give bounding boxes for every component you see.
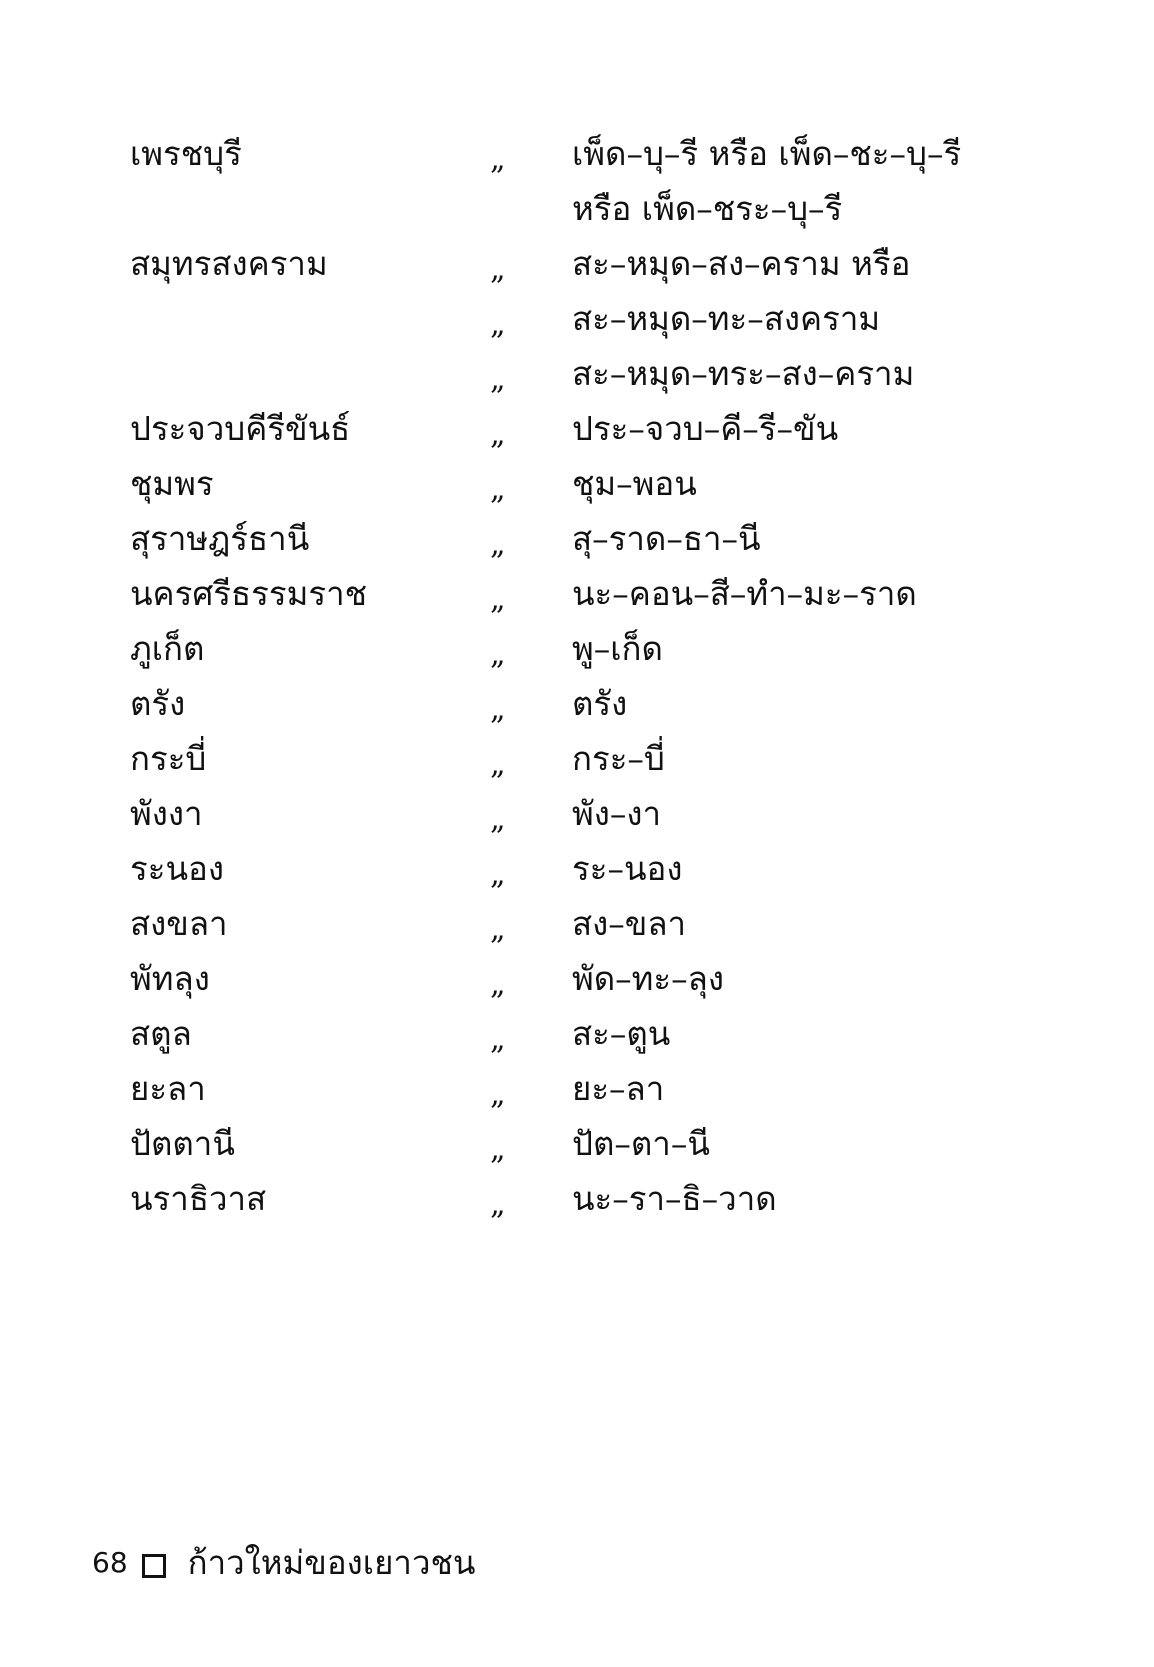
ditto-mark: „ (490, 857, 506, 892)
entry-row (0, 1006, 1154, 1062)
pronunciation: หรือ เพ็ด–ชระ–บุ–รี (572, 189, 843, 228)
province-name: ปัตตานี (130, 1124, 235, 1163)
entry-row (0, 621, 1154, 677)
entry-row (0, 236, 1154, 292)
entry-row (0, 291, 1154, 347)
pronunciation: พู–เก็ด (572, 629, 663, 668)
ditto-mark: „ (490, 802, 506, 837)
entry-row (0, 1061, 1154, 1117)
ditto-mark: „ (490, 362, 506, 397)
ditto-mark: „ (490, 527, 506, 562)
province-name: พัทลุง (130, 959, 210, 998)
ditto-mark: „ (490, 472, 506, 507)
ditto-mark: „ (490, 142, 506, 177)
province-name: กระบี่ (130, 739, 207, 778)
entry-row (0, 896, 1154, 952)
ditto-mark: „ (490, 252, 506, 287)
ditto-mark: „ (490, 582, 506, 617)
province-name: ตรัง (130, 684, 186, 723)
province-name: สตูล (130, 1014, 192, 1053)
ditto-mark: „ (490, 912, 506, 947)
pronunciation: ประ–จวบ–คี–รี–ขัน (572, 409, 839, 448)
province-name: นราธิวาส (130, 1179, 267, 1218)
pronunciation: พัด–ทะ–ลุง (572, 959, 724, 998)
entry-row (0, 346, 1154, 402)
pronunciation: ชุม–พอน (572, 464, 697, 503)
pronunciation: เพ็ด–บุ–รี หรือ เพ็ด–ชะ–บุ–รี (572, 134, 962, 173)
entry-row (0, 456, 1154, 512)
ditto-mark: „ (490, 1022, 506, 1057)
pronunciation: สะ–ตูน (572, 1014, 671, 1053)
province-name: ยะลา (130, 1069, 206, 1108)
ditto-mark: „ (490, 1187, 506, 1222)
entry-row (0, 951, 1154, 1007)
ditto-mark: „ (490, 747, 506, 782)
entry-row (0, 1171, 1154, 1227)
pronunciation: นะ–รา–ธิ–วาด (572, 1179, 777, 1218)
province-name: สมุทรสงคราม (130, 244, 328, 283)
entry-row (0, 786, 1154, 842)
province-name: สงขลา (130, 904, 228, 943)
ditto-mark: „ (490, 307, 506, 342)
ditto-mark: „ (490, 417, 506, 452)
entry-row (0, 181, 1154, 237)
page-number: 68 (92, 1546, 128, 1579)
ditto-mark: „ (490, 1132, 506, 1167)
ditto-mark: „ (490, 967, 506, 1002)
province-name: สุราษฎร์ธานี (130, 519, 310, 558)
pronunciation: นะ–คอน–สี–ทำ–มะ–ราด (572, 574, 917, 613)
ditto-mark: „ (490, 692, 506, 727)
entry-row (0, 841, 1154, 897)
province-name: ประจวบคีรีขันธ์ (130, 409, 351, 448)
ditto-mark: „ (490, 637, 506, 672)
province-name: ระนอง (130, 849, 224, 888)
pronunciation: สง–ขลา (572, 904, 687, 943)
pronunciation: ปัต–ตา–นี (572, 1124, 710, 1163)
entry-row (0, 401, 1154, 457)
entry-row (0, 566, 1154, 622)
province-name: ภูเก็ต (130, 629, 205, 668)
pronunciation: สุ–ราด–ธา–นี (572, 519, 761, 558)
province-name: เพรชบุรี (130, 134, 242, 173)
pronunciation: กระ–บี่ (572, 739, 665, 778)
province-name: ชุมพร (130, 464, 214, 503)
ditto-mark: „ (490, 1077, 506, 1112)
entry-row (0, 1116, 1154, 1172)
page-footer (92, 1538, 475, 1588)
pronunciation: ยะ–ลา (572, 1069, 665, 1108)
pronunciation: พัง–งา (572, 794, 662, 833)
square-bullet-icon (142, 1554, 166, 1578)
pronunciation: สะ–หมุด–ทะ–สงคราม (572, 299, 881, 338)
pronunciation: ตรัง (572, 684, 628, 723)
pronunciation: ระ–นอง (572, 849, 683, 888)
entry-row (0, 731, 1154, 787)
pronunciation: สะ–หมุด–สง–คราม หรือ (572, 244, 911, 283)
province-name: นครศรีธรรมราช (130, 574, 368, 613)
province-name: พังงา (130, 794, 203, 833)
entry-row (0, 126, 1154, 182)
entry-row (0, 511, 1154, 567)
entry-row (0, 676, 1154, 732)
pronunciation: สะ–หมุด–ทระ–สง–คราม (572, 354, 915, 393)
book-title: ก้าวใหม่ของเยาวชน (187, 1543, 476, 1582)
